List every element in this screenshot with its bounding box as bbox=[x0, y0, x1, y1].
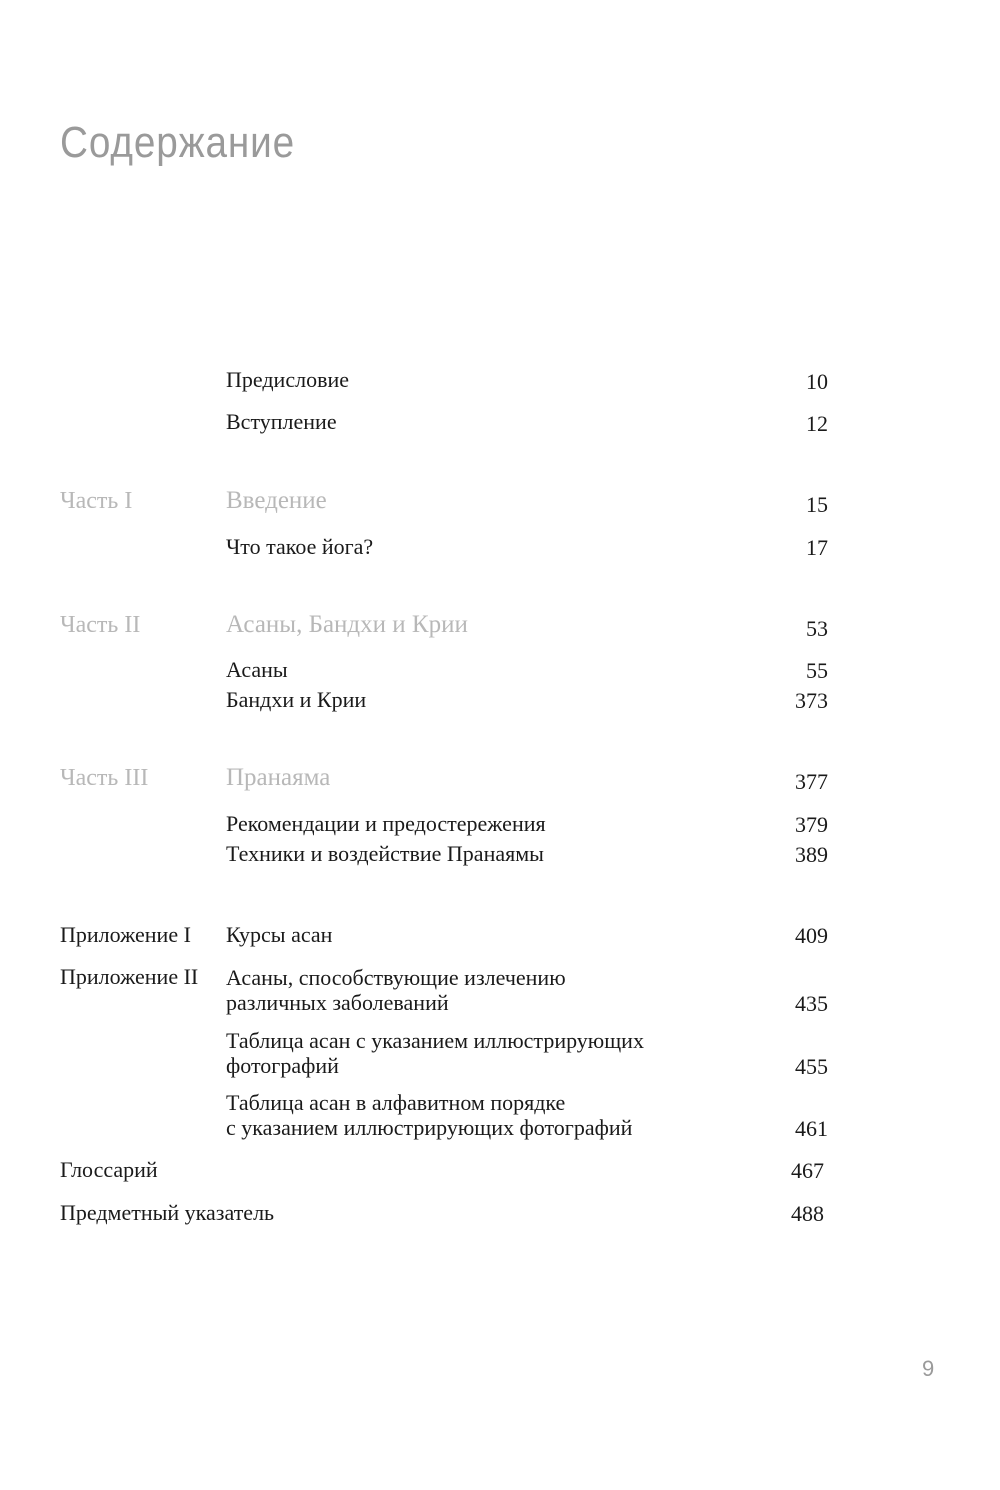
part-label-2: Часть II bbox=[60, 612, 141, 638]
toc-entry-techniques[interactable]: Техники и воздействие Пранаямы bbox=[226, 841, 544, 866]
toc-entry-line: Асаны, способствующие излечению bbox=[226, 965, 566, 990]
toc-entry-asana-table[interactable] bbox=[226, 1028, 644, 1078]
toc-page-index: 488 bbox=[791, 1201, 824, 1226]
toc-entry-line: Таблица асан с указанием иллюстрирующих bbox=[226, 1028, 644, 1053]
appendix-label-1: Приложение I bbox=[60, 922, 191, 947]
part-title-1[interactable]: Введение bbox=[226, 487, 327, 514]
toc-page-asana-alpha-table: 461 bbox=[795, 1116, 828, 1141]
page-title: Содержание bbox=[60, 118, 296, 167]
part-page-3: 377 bbox=[795, 769, 828, 794]
toc-entry-asana-alpha-table[interactable] bbox=[226, 1090, 632, 1140]
part-title-2[interactable]: Асаны, Бандхи и Крии bbox=[226, 611, 468, 638]
part-page-2: 53 bbox=[806, 616, 828, 641]
toc-page-preface: 10 bbox=[806, 369, 828, 394]
part-label-3: Часть III bbox=[60, 765, 149, 791]
toc-entry-line: с указанием иллюстрирующих фотографий bbox=[226, 1115, 633, 1140]
toc-entry-recommendations[interactable]: Рекомендации и предостережения bbox=[226, 811, 546, 836]
toc-page-intro: 12 bbox=[806, 411, 828, 436]
toc-page-bandhas: 373 bbox=[795, 688, 828, 713]
toc-page-glossary: 467 bbox=[791, 1158, 824, 1183]
toc-page-recommendations: 379 bbox=[795, 812, 828, 837]
appendix-label-2: Приложение II bbox=[60, 964, 199, 989]
toc-entry-healing-asanas[interactable] bbox=[226, 965, 566, 1015]
toc-page-techniques: 389 bbox=[795, 842, 828, 867]
toc-entry-line: различных заболеваний bbox=[226, 990, 449, 1015]
toc-page-healing-asanas: 435 bbox=[795, 991, 828, 1016]
part-label-1: Часть I bbox=[60, 488, 133, 514]
toc-entry-asanas[interactable]: Асаны bbox=[226, 657, 288, 682]
toc-entry-line: фотографий bbox=[226, 1053, 339, 1078]
toc-page-what-is-yoga: 17 bbox=[806, 535, 828, 560]
toc-entry-asana-courses[interactable]: Курсы асан bbox=[226, 922, 333, 947]
toc-entry-preface[interactable]: Предисловие bbox=[226, 367, 349, 392]
toc-page-asanas: 55 bbox=[806, 658, 828, 683]
toc-entry-what-is-yoga[interactable]: Что такое йога? bbox=[226, 534, 374, 559]
part-page-1: 15 bbox=[806, 492, 828, 517]
toc-page-asana-table: 455 bbox=[795, 1054, 828, 1079]
toc-entry-intro[interactable]: Вступление bbox=[226, 409, 337, 434]
toc-page-asana-courses: 409 bbox=[795, 923, 828, 948]
toc-entry-index[interactable]: Предметный указатель bbox=[60, 1200, 275, 1225]
toc-entry-line: Таблица асан в алфавитном порядке bbox=[226, 1090, 566, 1115]
toc-entry-bandhas[interactable]: Бандхи и Крии bbox=[226, 687, 367, 712]
toc-entry-glossary[interactable]: Глоссарий bbox=[60, 1157, 158, 1182]
part-title-3[interactable]: Пранаяма bbox=[226, 764, 331, 791]
page-number: 9 bbox=[922, 1356, 935, 1381]
